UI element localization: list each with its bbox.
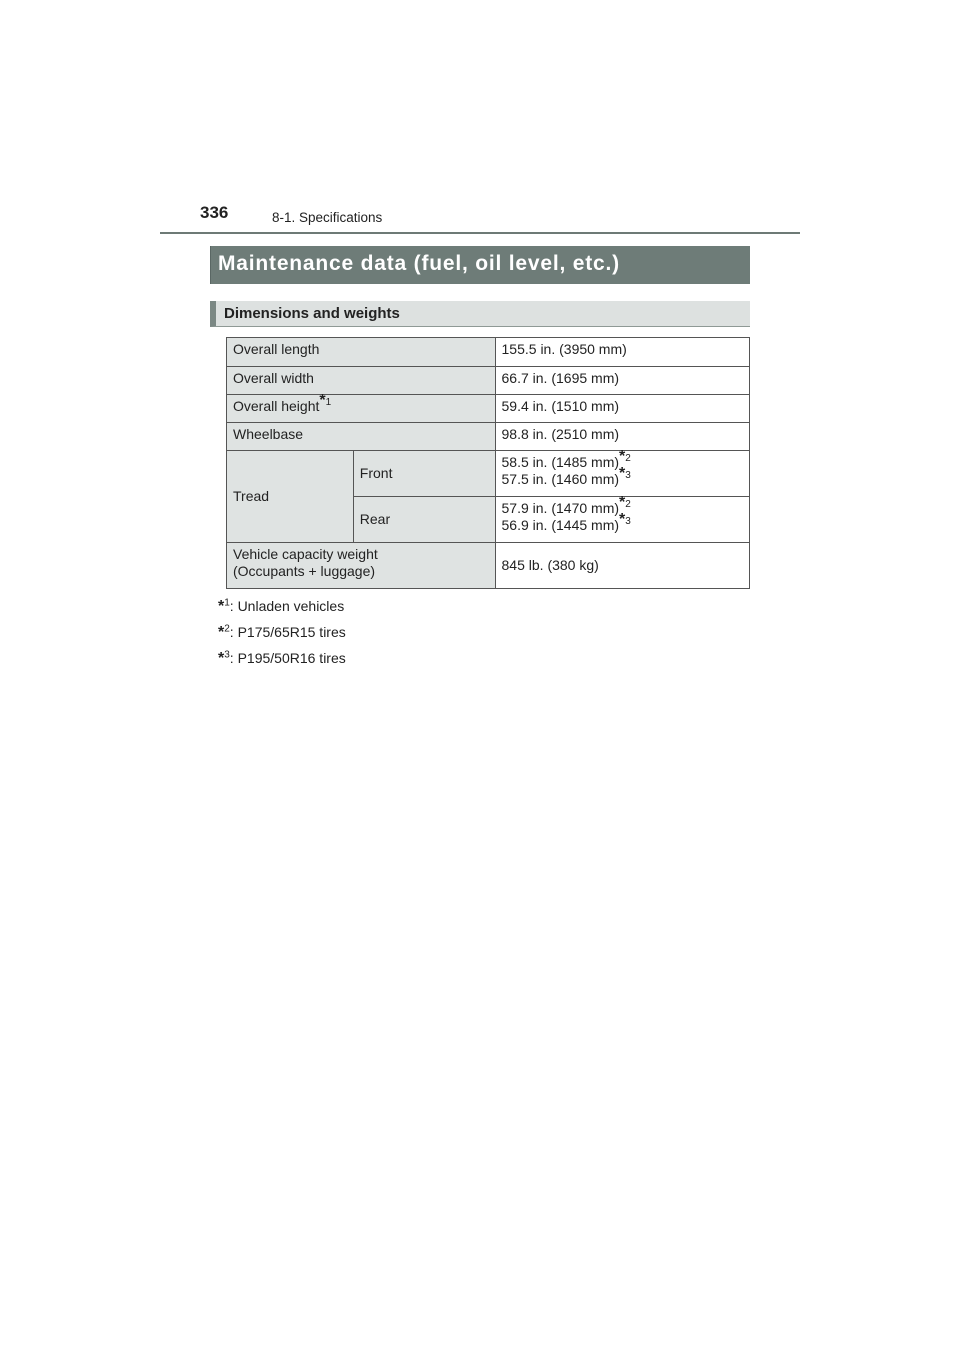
row-value [495,448,749,497]
row-value: 66.7 in. (1695 mm) [495,367,749,395]
table-row [227,367,750,395]
footnote-ref [619,494,631,512]
footnote-text: : Unladen vehicles [229,598,345,614]
subsection-title: Dimensions and weights [210,301,750,327]
footnote-item [218,646,346,672]
row-label [227,392,496,423]
footnote-number: 2 [224,623,230,635]
row-value [495,494,749,543]
footnote-item [218,620,346,646]
footnotes [218,594,346,672]
row-label: Overall length [227,338,496,367]
row-sublabel: Front [353,451,495,497]
footnote-ref-number: 2 [625,499,631,511]
row-label: Overall width [227,367,496,395]
row-value: 845 lb. (380 kg) [495,543,749,589]
table-row [227,395,750,423]
footnote-ref-number: 1 [325,397,332,409]
row-sublabel: Rear [353,497,495,543]
row-label [227,543,496,589]
footnote-ref [619,448,631,466]
footnote-text: : P175/65R15 tires [229,624,346,640]
footnote-number: 1 [224,597,230,609]
asterisk-mark: * [619,465,626,483]
asterisk-mark: * [218,650,225,667]
footnote-ref-number: 3 [625,516,631,528]
page-number: 336 [200,203,229,222]
footnote-ref [319,392,332,410]
footnote-number: 3 [224,649,230,661]
section-label: 8-1. Specifications [272,210,383,225]
label-line: Vehicle capacity weight [233,546,378,562]
label-line: (Occupants + luggage) [233,563,376,579]
header-rule [160,232,800,234]
value-text: 56.9 in. (1445 mm) [501,517,620,533]
value-text: 57.5 in. (1460 mm) [501,471,620,487]
row-value: 98.8 in. (2510 mm) [495,423,749,451]
row-label: Tread [227,451,354,543]
specifications-table [226,337,750,589]
value-text: 58.5 in. (1485 mm) [501,454,620,470]
asterisk-mark: * [619,448,626,466]
table-row [227,423,750,451]
asterisk-mark: * [619,494,626,512]
row-value: 59.4 in. (1510 mm) [495,395,749,423]
table-row [227,338,750,367]
footnote-item [218,594,346,620]
footnote-ref [619,511,631,529]
page-title: Maintenance data (fuel, oil level, etc.) [210,246,750,284]
value-line [501,511,743,534]
row-value: 155.5 in. (3950 mm) [495,338,749,367]
footnote-ref [619,465,631,483]
footnote-text: : P195/50R16 tires [229,650,346,666]
row-label-text: Overall height [233,398,320,414]
footnote-ref-number: 2 [625,453,631,465]
table-row [227,543,750,589]
value-line [501,465,743,488]
row-label: Wheelbase [227,423,496,451]
asterisk-mark: * [319,392,326,410]
asterisk-mark: * [218,598,225,615]
asterisk-mark: * [619,511,626,529]
asterisk-mark: * [218,624,225,641]
value-text: 57.9 in. (1470 mm) [501,500,620,516]
table-row [227,451,750,497]
footnote-ref-number: 3 [625,470,631,482]
